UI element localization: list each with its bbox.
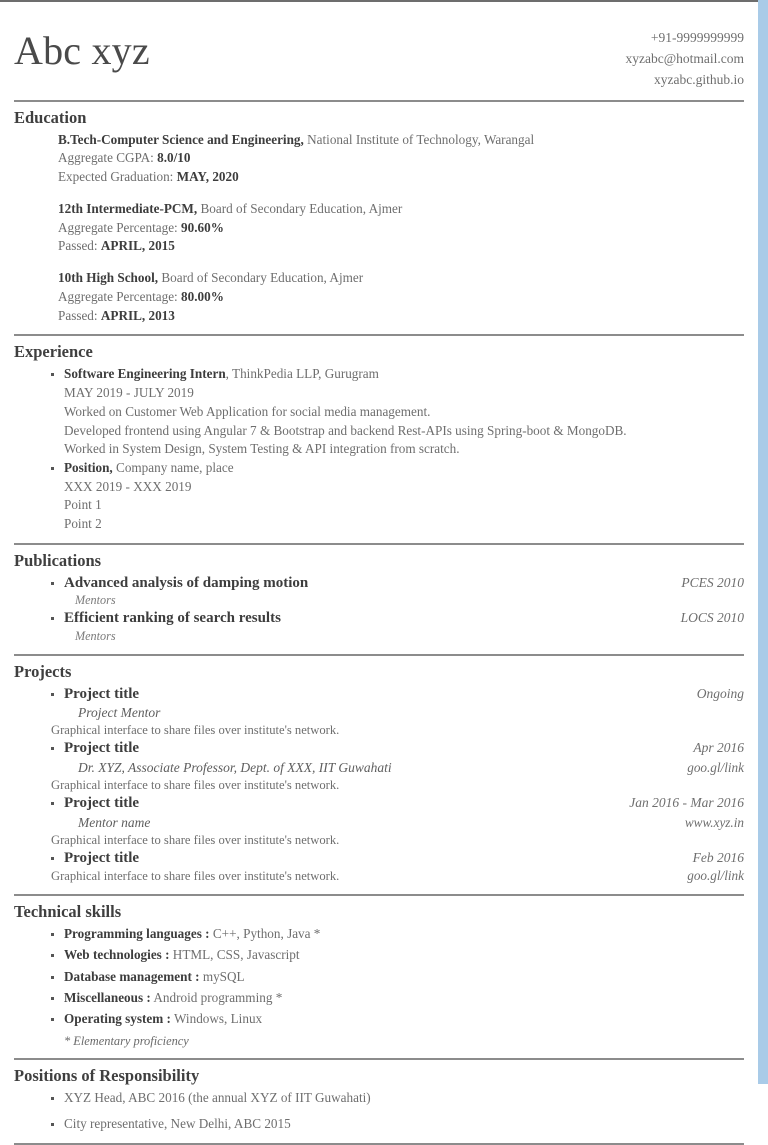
education-date-label: Passed:	[58, 307, 101, 323]
project-description: Graphical interface to share files over institute's network.	[51, 778, 340, 793]
education-institute: Board of Secondary Education, Ajmer	[158, 270, 364, 286]
skill-line	[64, 1010, 744, 1029]
skill-line	[64, 968, 744, 987]
contact-email[interactable]: xyzabc@hotmail.com	[625, 50, 744, 66]
education-degree: 12th Intermediate-PCM,	[58, 200, 198, 216]
skill-value: Android programming *	[150, 989, 283, 1005]
education-list	[14, 131, 744, 326]
project-mentor-row	[64, 704, 744, 722]
education-degree-line	[58, 269, 744, 288]
experience-period: XXX 2019 - XXX 2019	[64, 478, 192, 494]
experience-point: Point 2	[64, 516, 102, 532]
resume-page	[0, 2, 758, 1132]
education-date-value: APRIL, 2015	[100, 238, 175, 254]
publication-venue: LOCS 2010	[680, 610, 744, 626]
experience-role-line	[64, 365, 744, 384]
education-degree-line	[58, 131, 744, 150]
publication-mentor: Mentors	[75, 628, 116, 643]
project-mentor: Project Mentor	[78, 705, 161, 721]
education-score-value: 80.00%	[181, 288, 224, 304]
contact-website[interactable]: xyzabc.github.io	[654, 71, 744, 87]
project-title: Project title	[64, 740, 140, 757]
publication-title: Efficient ranking of search results	[64, 610, 281, 627]
education-score-value: 90.60%	[181, 219, 224, 235]
project-link[interactable]: goo.gl/link	[687, 868, 744, 884]
publication-entry	[50, 574, 744, 609]
education-score-line	[58, 219, 744, 238]
divider-publications	[14, 654, 744, 656]
project-entry	[50, 685, 744, 740]
divider-education	[14, 334, 744, 336]
skill-entry	[50, 989, 744, 1008]
project-description-row	[51, 868, 744, 885]
projects-list	[14, 685, 744, 886]
contact-phone: +91-9999999999	[650, 30, 744, 45]
education-date-label: Expected Graduation:	[58, 169, 177, 185]
project-mentor-row	[64, 759, 744, 777]
project-entry	[50, 794, 744, 849]
position-text: XYZ Head, ABC 2016 (the annual XYZ of IIT Guwahati)	[64, 1090, 371, 1106]
project-mentor: Dr. XYZ, Associate Professor, Dept. of XXX, IIT Guwahati	[78, 759, 392, 775]
divider-header	[14, 100, 744, 102]
project-title: Project title	[64, 685, 140, 702]
education-date-value: MAY, 2020	[176, 169, 239, 185]
education-entry	[58, 200, 744, 256]
skill-category: Miscellaneous :	[64, 989, 151, 1005]
section-title-publications: Publications	[14, 550, 102, 570]
skill-entry	[50, 946, 744, 965]
publication-venue: PCES 2010	[681, 574, 744, 590]
project-date: Jan 2016 - Mar 2016	[629, 795, 744, 811]
skill-line	[64, 989, 744, 1008]
section-title-technical-skills: Technical skills	[14, 902, 122, 922]
education-score-label: Aggregate Percentage:	[58, 219, 182, 235]
skill-line	[64, 946, 744, 965]
project-title-row	[64, 849, 744, 869]
section-title-positions: Positions of Responsibility	[14, 1066, 200, 1086]
skill-value: C++, Python, Java *	[209, 926, 321, 942]
experience-point: Worked on Customer Web Application for social media management.	[64, 403, 431, 419]
education-date-line	[58, 168, 744, 187]
publication-title-row	[64, 609, 744, 629]
skill-category: Web technologies :	[64, 947, 170, 963]
education-score-value: 8.0/10	[157, 150, 191, 166]
publication-entry	[50, 609, 744, 644]
experience-point: Worked in System Design, System Testing & API integration from scratch.	[64, 441, 460, 457]
divider-technical-skills	[14, 1058, 744, 1060]
project-description: Graphical interface to share files over institute's network.	[51, 723, 340, 738]
project-date: Apr 2016	[693, 740, 744, 756]
education-entry	[58, 269, 744, 325]
project-mentor-row	[64, 814, 744, 832]
education-degree: B.Tech-Computer Science and Engineering,	[58, 131, 304, 147]
skills-list	[14, 925, 744, 1029]
education-date-label: Passed:	[58, 238, 101, 254]
education-degree: 10th High School,	[58, 270, 159, 286]
skill-entry	[50, 1010, 744, 1029]
experience-entry	[50, 459, 744, 534]
education-score-label: Aggregate Percentage:	[58, 288, 182, 304]
experience-company: , ThinkPedia LLP, Gurugram	[225, 366, 379, 382]
project-title-row	[64, 794, 744, 814]
project-title-row	[64, 685, 744, 705]
experience-role: Position,	[64, 459, 113, 475]
page-title: Abc xyz	[14, 28, 150, 73]
skill-value: Windows, Linux	[170, 1011, 263, 1027]
project-link[interactable]: goo.gl/link	[687, 759, 744, 775]
resume-header	[14, 2, 744, 91]
experience-point: Point 1	[64, 497, 102, 513]
project-description: Graphical interface to share files over institute's network.	[51, 832, 340, 847]
experience-role: Software Engineering Intern	[64, 366, 226, 382]
project-title: Project title	[64, 849, 140, 866]
project-title: Project title	[64, 795, 140, 812]
project-date: Ongoing	[696, 685, 744, 701]
skills-footnote: * Elementary proficiency	[64, 1034, 189, 1049]
project-entry	[50, 849, 744, 886]
project-title-row	[64, 739, 744, 759]
positions-list	[14, 1089, 744, 1133]
position-text: City representative, New Delhi, ABC 2015	[64, 1116, 291, 1132]
publication-title-row	[64, 574, 744, 594]
skill-category: Programming languages :	[64, 926, 210, 942]
education-score-label: Aggregate CGPA:	[58, 150, 158, 166]
education-score-line	[58, 288, 744, 307]
experience-period: MAY 2019 - JULY 2019	[64, 385, 194, 401]
skill-value: HTML, CSS, Javascript	[169, 947, 300, 963]
vertical-scrollbar[interactable]	[758, 0, 768, 1084]
project-entry	[50, 739, 744, 794]
project-link[interactable]: www.xyz.in	[684, 814, 744, 830]
skill-line	[64, 925, 744, 944]
position-entry	[50, 1115, 744, 1134]
publications-list	[14, 574, 744, 645]
position-entry	[50, 1089, 744, 1108]
project-mentor: Mentor name	[78, 814, 151, 830]
skill-value: mySQL	[199, 968, 245, 984]
education-degree-line	[58, 200, 744, 219]
skill-entry	[50, 925, 744, 944]
skill-category: Operating system :	[64, 1011, 171, 1027]
education-date-line	[58, 237, 744, 256]
education-institute: National Institute of Technology, Warangal	[303, 131, 535, 147]
contact-info	[625, 24, 744, 91]
section-title-projects: Projects	[14, 661, 72, 681]
publication-title: Advanced analysis of damping motion	[64, 574, 309, 591]
project-description: Graphical interface to share files over institute's network.	[51, 869, 340, 884]
divider-projects	[14, 894, 744, 896]
education-entry	[58, 131, 744, 187]
experience-entry	[50, 365, 744, 459]
section-title-experience: Experience	[14, 342, 93, 362]
education-institute: Board of Secondary Education, Ajmer	[197, 200, 403, 216]
publication-mentor: Mentors	[75, 593, 116, 608]
project-date: Feb 2016	[692, 849, 744, 865]
education-date-value: APRIL, 2013	[100, 307, 175, 323]
skill-entry	[50, 968, 744, 987]
section-title-education: Education	[14, 107, 87, 127]
education-score-line	[58, 149, 744, 168]
skill-category: Database management :	[64, 968, 200, 984]
experience-point: Developed frontend using Angular 7 & Bootstrap and backend Rest-APIs using Spring-boot & MongoDB.	[64, 422, 627, 438]
experience-company: Company name, place	[112, 459, 234, 475]
experience-list	[14, 365, 744, 534]
education-date-line	[58, 307, 744, 326]
divider-experience	[14, 543, 744, 545]
experience-role-line	[64, 459, 744, 478]
